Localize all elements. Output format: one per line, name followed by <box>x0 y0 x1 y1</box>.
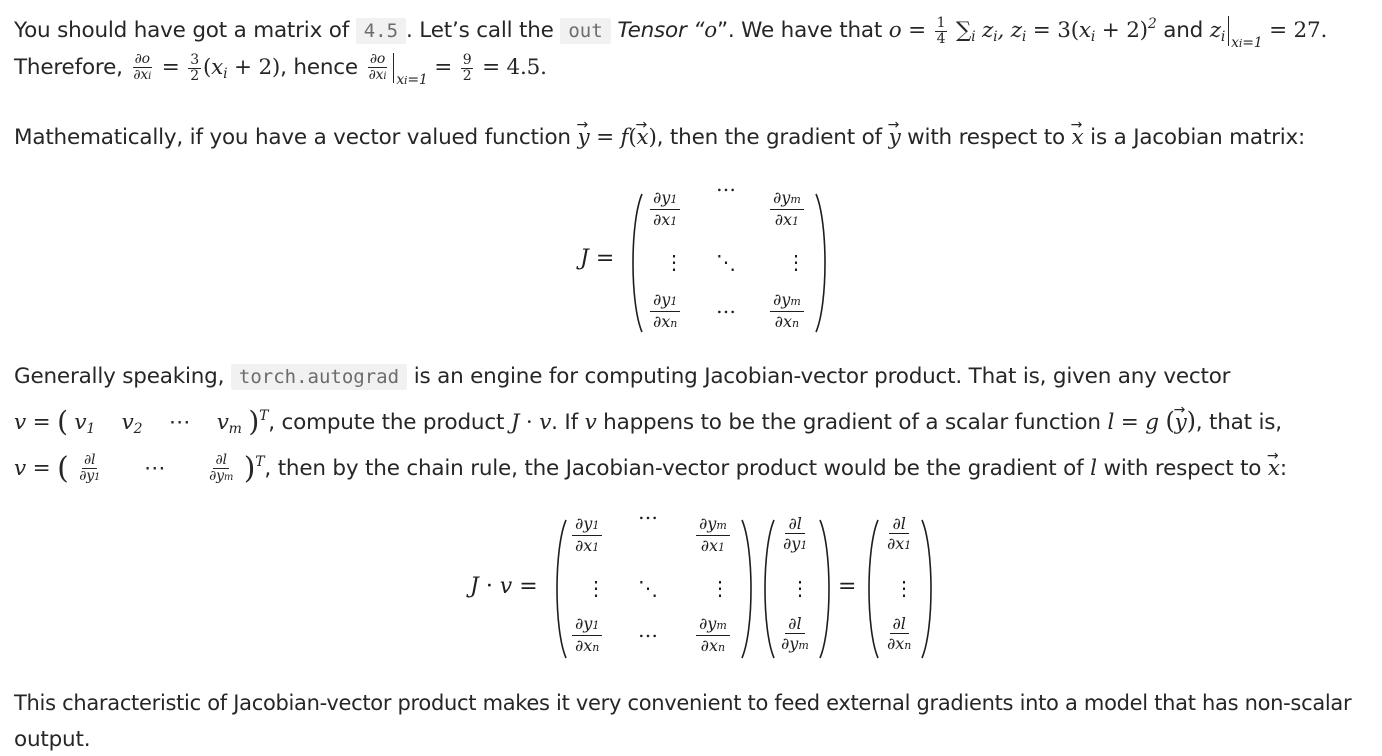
text: Mathematically, if you have a vector valued function <box>14 125 571 150</box>
math-derivative: = $\frac{3}{2}$ $(x_i + 2)$ <box>161 51 281 84</box>
paragraph-autograd <box>14 363 1230 391</box>
paragraph-conclusion-line-2 <box>14 726 90 754</box>
matrix-cell: $\frac{\partial ym}{\partial xn}$ <box>770 290 804 333</box>
math-l-eq-g-y: l = g (→ y) <box>1107 410 1195 435</box>
text: , that is, <box>1195 410 1282 435</box>
text: , compute the product <box>268 410 505 435</box>
math-y: → y <box>889 124 901 152</box>
paragraph-vector-v <box>14 402 1282 443</box>
inline-code-out: out <box>560 18 610 44</box>
matrix-cell: $\frac{\partial ym}{\partial x1}$ <box>770 188 804 231</box>
text: You should have got a matrix of <box>14 18 350 43</box>
text: . Let’s call the <box>406 18 554 43</box>
matrix-cell: $\frac{\partial y1}{\partial xn}$ <box>572 614 602 657</box>
math-o: o <box>704 18 717 43</box>
paragraph-jacobian-intro <box>14 124 1305 152</box>
matrix-cell: $\frac{\partial y1}{\partial xn}$ <box>650 290 680 333</box>
text: Tensor “ <box>617 18 705 43</box>
paragraph-chain-rule <box>14 448 1287 485</box>
math-y-eq-f-x: → y = f(→ x) <box>577 125 656 150</box>
vector-cell: $\frac{\partial l}{\partial x1}$ <box>887 514 912 553</box>
text: , then the gradient of <box>656 125 882 150</box>
math-l: l <box>1090 456 1097 481</box>
text: Therefore, <box>14 55 123 80</box>
text: and <box>1163 18 1204 43</box>
paragraph-result-line-1 <box>14 10 1327 58</box>
math-x: → x <box>1072 124 1084 152</box>
text: with respect to <box>1103 456 1262 481</box>
math-z-eval: $z_i$ $_{xi=1}$ <box>1209 18 1263 51</box>
paragraph-conclusion-line-1 <box>14 689 1351 717</box>
math-v-vector: v = ( $v_1$ $v_2$ ⋯ $v_m$ )$^T$ <box>14 405 269 438</box>
math-do-dxi: $\frac{\partial o}{\partial xi}$ <box>133 51 152 83</box>
matrix-cell: $\frac{\partial ym}{\partial x1}$ <box>696 514 730 557</box>
text: happens to be the gradient of a scalar function <box>603 410 1101 435</box>
text: = 27. <box>1269 18 1328 43</box>
vector-cell: $\frac{\partial l}{\partial ym}$ <box>781 614 809 653</box>
text: , hence <box>280 55 358 80</box>
matrix-cell: $\frac{\partial ym}{\partial xn}$ <box>696 614 730 657</box>
math-v: v <box>584 410 597 435</box>
text: : <box>1279 456 1287 481</box>
math-do-dxi-2: $\frac{\partial o}{\partial xi}$ <box>368 51 387 83</box>
matrix-cell: $\frac{\partial y1}{\partial x1}$ <box>650 188 680 231</box>
vector-cell: $\frac{\partial l}{\partial xn}$ <box>887 614 912 653</box>
text: output. <box>14 727 91 752</box>
text: = 4.5. <box>482 55 547 80</box>
math-v-gradient: v = ( $\frac{\partial l}{\partial y1}$ ⋯ $\frac{\partial l}{\partial ym}$ )$^T$ <box>14 451 265 486</box>
vector-cell: $\frac{\partial l}{\partial y1}$ <box>783 514 808 553</box>
math-x: → x <box>1268 455 1280 483</box>
text: is a Jacobian matrix: <box>1090 125 1306 150</box>
inline-code-value: 4.5 <box>356 18 406 44</box>
text: , then by the chain rule, the Jacobian-vector product would be the gradient of <box>264 456 1084 481</box>
inline-code-autograd: torch.autograd <box>231 364 407 390</box>
math-o-definition: o = $\frac{1}{4}$ $\sum_i$ $z_i$, $z_i = 3(x_i + 2)^2$ <box>888 14 1157 47</box>
text: Generally speaking, <box>14 364 225 389</box>
matrix-cell: $\frac{\partial y1}{\partial x1}$ <box>572 514 602 557</box>
text: with respect to <box>907 125 1065 150</box>
text: is an engine for computing Jacobian-vector product. That is, given any vector <box>413 364 1231 389</box>
text: . If <box>551 410 578 435</box>
text: This characteristic of Jacobian-vector product makes it very convenient to feed external gradients into a model that has non-scalar <box>14 691 1352 715</box>
math-J-dot-v: J · v <box>510 410 552 435</box>
math-nine-halves: = $\frac{9}{2}$ <box>434 51 472 84</box>
paragraph-result-line-2: Therefore, $\frac{\partial o}{\partial xi}$ = $\frac{3}{2}$ $(x_i + 2)$, hence $\frac{\partial o}{\partial xi}$ $_{xi=1}$ = $\frac{9}{2}$ = 4.5. <box>14 51 547 88</box>
text: ”. We have that <box>716 18 883 43</box>
